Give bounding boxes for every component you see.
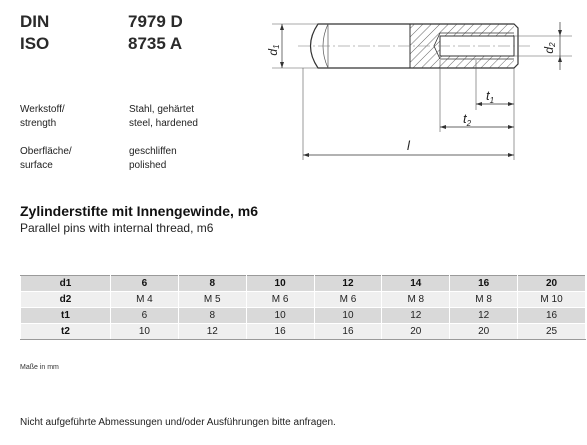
table-cell: 16 xyxy=(314,324,382,340)
table-cell: M 6 xyxy=(246,292,314,308)
table-cell: M 5 xyxy=(178,292,246,308)
standard-iso-number: 8735 A xyxy=(128,34,183,53)
table-cell: 20 xyxy=(518,276,586,292)
table-cell: M 6 xyxy=(314,292,382,308)
svg-text:t1 xyxy=(486,88,494,105)
row-header-t1: t1 xyxy=(21,308,111,324)
table-cell: 10 xyxy=(246,308,314,324)
dim-d1-sub: 1 xyxy=(272,44,281,49)
table-cell: 8 xyxy=(178,308,246,324)
footer-note: Nicht aufgeführte Abmessungen und/oder Ausführungen bitte anfragen. xyxy=(20,417,336,428)
svg-text:t2 xyxy=(463,111,472,128)
surface-label-en: surface xyxy=(20,160,53,171)
table-cell: 10 xyxy=(246,276,314,292)
table-cell: 16 xyxy=(518,308,586,324)
table-cell: M 4 xyxy=(111,292,179,308)
surface-value xyxy=(129,145,177,173)
material-label-de: Werkstoff/ xyxy=(20,104,65,115)
standard-din-label: DIN xyxy=(20,12,50,31)
product-title-de: Zylinderstifte mit Innengewinde, m6 xyxy=(20,203,259,219)
table-cell: 12 xyxy=(314,276,382,292)
surface-value-de: geschliffen xyxy=(129,146,177,157)
table-cell: 12 xyxy=(382,308,450,324)
material-label xyxy=(20,103,65,131)
svg-text:d2 xyxy=(542,42,557,54)
dimensions-table xyxy=(20,275,586,340)
standard-din-number: 7979 D xyxy=(128,12,183,31)
table-row-t2 xyxy=(21,324,586,340)
dim-d2-label: d xyxy=(542,46,556,54)
dim-t1-label: t xyxy=(486,88,490,103)
svg-text:d1 xyxy=(266,44,281,55)
pin-technical-drawing xyxy=(260,0,587,175)
table-cell: 12 xyxy=(178,324,246,340)
product-title-en: Parallel pins with internal thread, m6 xyxy=(20,221,214,235)
table-cell: M 8 xyxy=(450,292,518,308)
table-row-d1 xyxy=(21,276,586,292)
table-cell: M 8 xyxy=(382,292,450,308)
row-header-d2: d2 xyxy=(21,292,111,308)
table-cell: 12 xyxy=(450,308,518,324)
table-cell: 20 xyxy=(382,324,450,340)
table-cell: 16 xyxy=(246,324,314,340)
table-row-t1 xyxy=(21,308,586,324)
dim-t2-label: t xyxy=(463,111,467,126)
dim-l-label: l xyxy=(407,138,410,153)
dim-d1-label: d xyxy=(266,48,280,56)
table-cell: 10 xyxy=(111,324,179,340)
table-cell: M 10 xyxy=(518,292,586,308)
table-cell: 6 xyxy=(111,276,179,292)
surface-value-en: polished xyxy=(129,160,167,171)
row-header-t2: t2 xyxy=(21,324,111,340)
surface-label xyxy=(20,145,72,173)
dim-t1-sub: 1 xyxy=(489,96,495,105)
surface-label-de: Oberfläche/ xyxy=(20,146,72,157)
table-cell: 16 xyxy=(450,276,518,292)
dim-t2-sub: 2 xyxy=(466,119,472,128)
table-row-d2 xyxy=(21,292,586,308)
table-cell: 6 xyxy=(111,308,179,324)
material-label-en: strength xyxy=(20,118,57,129)
material-value-de: Stahl, gehärtet xyxy=(129,104,195,115)
units-note: Maße in mm xyxy=(20,364,59,371)
standard-iso-label: ISO xyxy=(20,34,50,53)
table-cell: 8 xyxy=(178,276,246,292)
table-cell: 25 xyxy=(518,324,586,340)
table-cell: 20 xyxy=(450,324,518,340)
table-cell: 14 xyxy=(382,276,450,292)
material-value xyxy=(129,103,198,131)
material-value-en: steel, hardened xyxy=(129,118,198,129)
dim-d2-sub: 2 xyxy=(548,42,557,47)
row-header-d1: d1 xyxy=(21,276,111,292)
table-cell: 10 xyxy=(314,308,382,324)
